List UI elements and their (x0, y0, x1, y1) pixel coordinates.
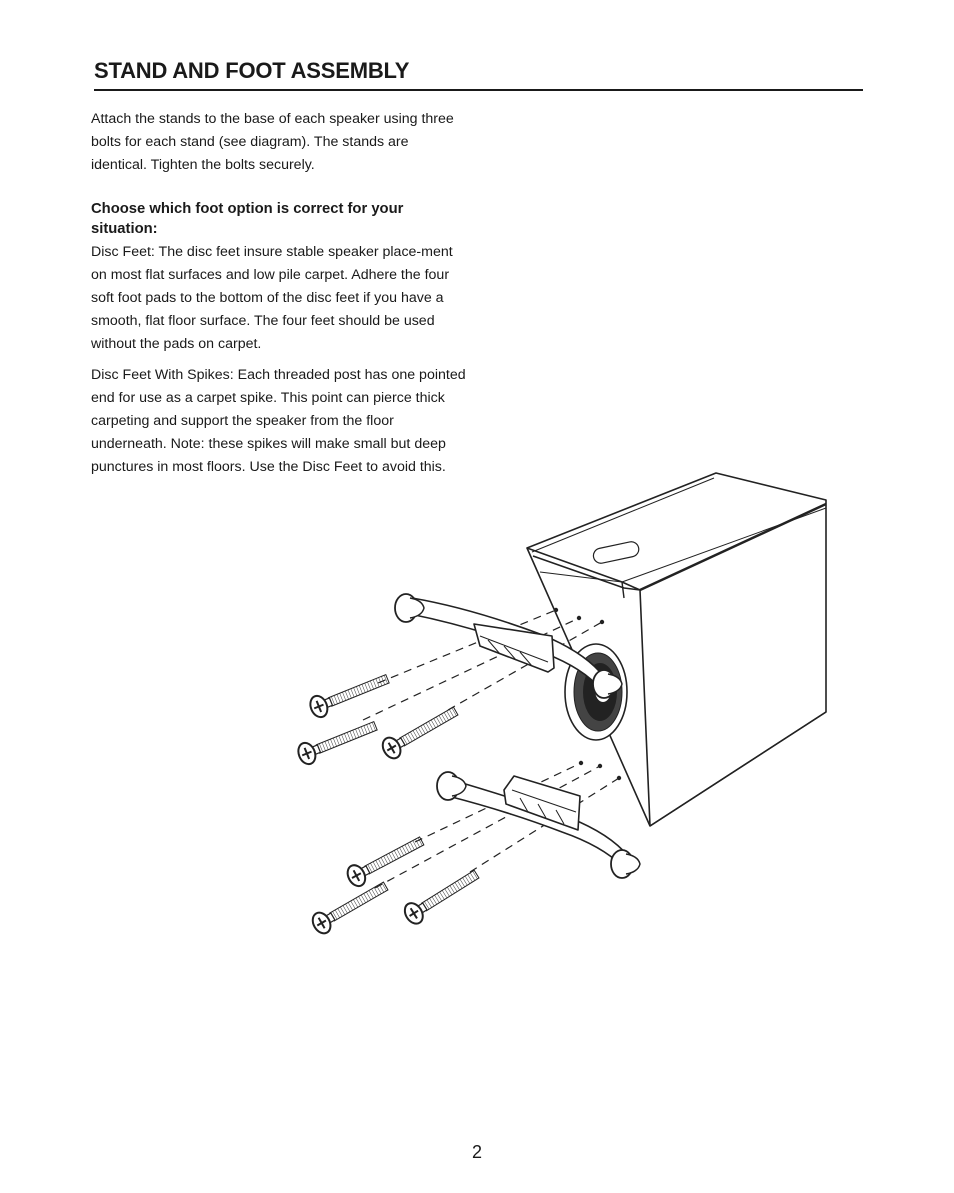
bolt-icon (401, 865, 482, 927)
page-number: 2 (471, 1142, 482, 1162)
section-heading: Choose which foot option is correct for your situation: (91, 200, 404, 237)
assembly-diagram (290, 470, 835, 950)
page-title: STAND AND FOOT ASSEMBLY (94, 58, 410, 83)
disc-feet-spikes-paragraph: Disc Feet With Spikes: Each threaded post has one pointed end for use as a carpet spike. This point can pierce thick carpeting and support the speaker from the floor underneath. Note: these spikes will make small but deep punctures in most floors. Use the Disc Feet to avoid this. (91, 366, 466, 476)
stand-icon (437, 772, 640, 878)
bolt-icon (309, 876, 391, 936)
disc-foot-icon (611, 850, 640, 878)
intro-paragraph: Attach the stands to the base of each speaker using three bolts for each stand (see diagram). The stands are identical. Tighten the bolts securely. (91, 111, 454, 174)
disc-feet-paragraph: Disc Feet: The disc feet insure stable speaker place-ment on most flat surfaces and low pile carpet. Adhere the four soft foot pads to the bottom of the disc feet if you have a smooth, flat floor surface. The four feet should be used without the pads on carpet. (91, 243, 453, 353)
bolt-icon (379, 701, 461, 761)
disc-foot-icon (395, 594, 424, 622)
text-column (91, 108, 466, 487)
bolt-icon (295, 716, 379, 767)
title-rule (94, 89, 863, 91)
bolt-icon (344, 831, 427, 889)
